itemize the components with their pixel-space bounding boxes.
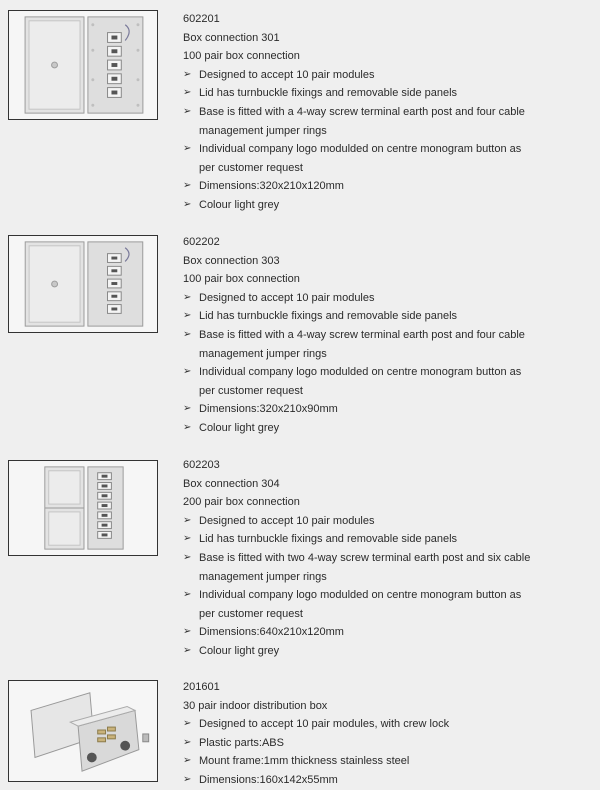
arrow-bullet-icon: ➢: [183, 180, 192, 192]
feature-item: ➢ Designed to accept 10 pair modules: [183, 512, 583, 531]
product-code: 602201: [183, 13, 220, 25]
arrow-bullet-icon: ➢: [183, 421, 192, 433]
distribution-box-image: [9, 681, 157, 781]
arrow-bullet-icon: ➢: [183, 403, 192, 415]
arrow-bullet-icon: ➢: [183, 366, 192, 378]
feature-item: ➢ Lid has turnbuckle fixings and removable side panels: [183, 84, 583, 103]
feature-continuation: management jumper rings: [199, 124, 327, 137]
product-subtitle: 200 pair box connection: [183, 496, 300, 509]
feature-item: ➢ Dimensions:160x142x55mm: [183, 771, 583, 790]
arrow-bullet-icon: ➢: [183, 533, 192, 545]
arrow-bullet-icon: ➢: [183, 626, 192, 638]
product-code: 602202: [183, 236, 220, 248]
feature-item: ➢ Dimensions:320x210x120mm: [183, 177, 583, 196]
product-name: Box connection 304: [183, 477, 280, 490]
feature-item: ➢ Base is fitted with a 4-way screw terminal earth post and four cable: [183, 326, 583, 345]
product-photo: [8, 460, 158, 556]
product-photo: [8, 235, 158, 333]
arrow-bullet-icon: ➢: [183, 736, 192, 748]
arrow-bullet-icon: ➢: [183, 755, 192, 767]
product-photo: [8, 10, 158, 120]
feature-item: ➢ Colour light grey: [183, 642, 583, 661]
product-subtitle: 30 pair indoor distribution box: [183, 699, 328, 712]
product-code: 602203: [183, 459, 220, 471]
arrow-bullet-icon: ➢: [183, 551, 192, 563]
arrow-bullet-icon: ➢: [183, 718, 192, 730]
arrow-bullet-icon: ➢: [183, 328, 192, 340]
arrow-bullet-icon: ➢: [183, 198, 192, 210]
connection-box-304-image: [9, 461, 157, 555]
connection-box-301-image: [9, 11, 157, 119]
feature-continuation: per customer request: [199, 161, 303, 174]
arrow-bullet-icon: ➢: [183, 589, 192, 601]
arrow-bullet-icon: ➢: [183, 310, 192, 322]
arrow-bullet-icon: ➢: [183, 773, 192, 785]
feature-continuation: per customer request: [199, 384, 303, 397]
feature-item: ➢ Designed to accept 10 pair modules, with crew lock: [183, 715, 583, 734]
feature-item: ➢ Designed to accept 10 pair modules: [183, 66, 583, 85]
product-name: Box connection 301: [183, 31, 280, 44]
arrow-bullet-icon: ➢: [183, 291, 192, 303]
feature-item: ➢ Plastic parts:ABS: [183, 734, 583, 753]
feature-item: ➢ Base is fitted with two 4-way screw terminal earth post and six cable: [183, 549, 583, 568]
feature-item: ➢ Dimensions:320x210x90mm: [183, 400, 583, 419]
product-name: Box connection 303: [183, 254, 280, 267]
feature-continuation: per customer request: [199, 607, 303, 620]
product-subtitle: 100 pair box connection: [183, 273, 300, 286]
feature-continuation: management jumper rings: [199, 347, 327, 360]
arrow-bullet-icon: ➢: [183, 87, 192, 99]
arrow-bullet-icon: ➢: [183, 143, 192, 155]
feature-item: ➢ Individual company logo modulded on centre monogram button as: [183, 363, 583, 382]
connection-box-303-image: [9, 236, 157, 332]
arrow-bullet-icon: ➢: [183, 68, 192, 80]
product-photo: [8, 680, 158, 782]
arrow-bullet-icon: ➢: [183, 514, 192, 526]
feature-item: ➢ Designed to accept 10 pair modules: [183, 289, 583, 308]
feature-item: ➢ Dimensions:640x210x120mm: [183, 623, 583, 642]
feature-item: ➢ Base is fitted with a 4-way screw terminal earth post and four cable: [183, 103, 583, 122]
feature-item: ➢ Lid has turnbuckle fixings and removable side panels: [183, 307, 583, 326]
feature-item: ➢ Lid has turnbuckle fixings and removable side panels: [183, 530, 583, 549]
feature-item: ➢ Mount frame:1mm thickness stainless steel: [183, 752, 583, 771]
feature-item: ➢ Colour light grey: [183, 196, 583, 215]
feature-continuation: management jumper rings: [199, 570, 327, 583]
arrow-bullet-icon: ➢: [183, 105, 192, 117]
arrow-bullet-icon: ➢: [183, 644, 192, 656]
product-code: 201601: [183, 681, 220, 693]
feature-item: ➢ Individual company logo modulded on centre monogram button as: [183, 586, 583, 605]
feature-item: ➢ Individual company logo modulded on centre monogram button as: [183, 140, 583, 159]
feature-item: ➢ Colour light grey: [183, 419, 583, 438]
product-subtitle: 100 pair box connection: [183, 50, 300, 63]
